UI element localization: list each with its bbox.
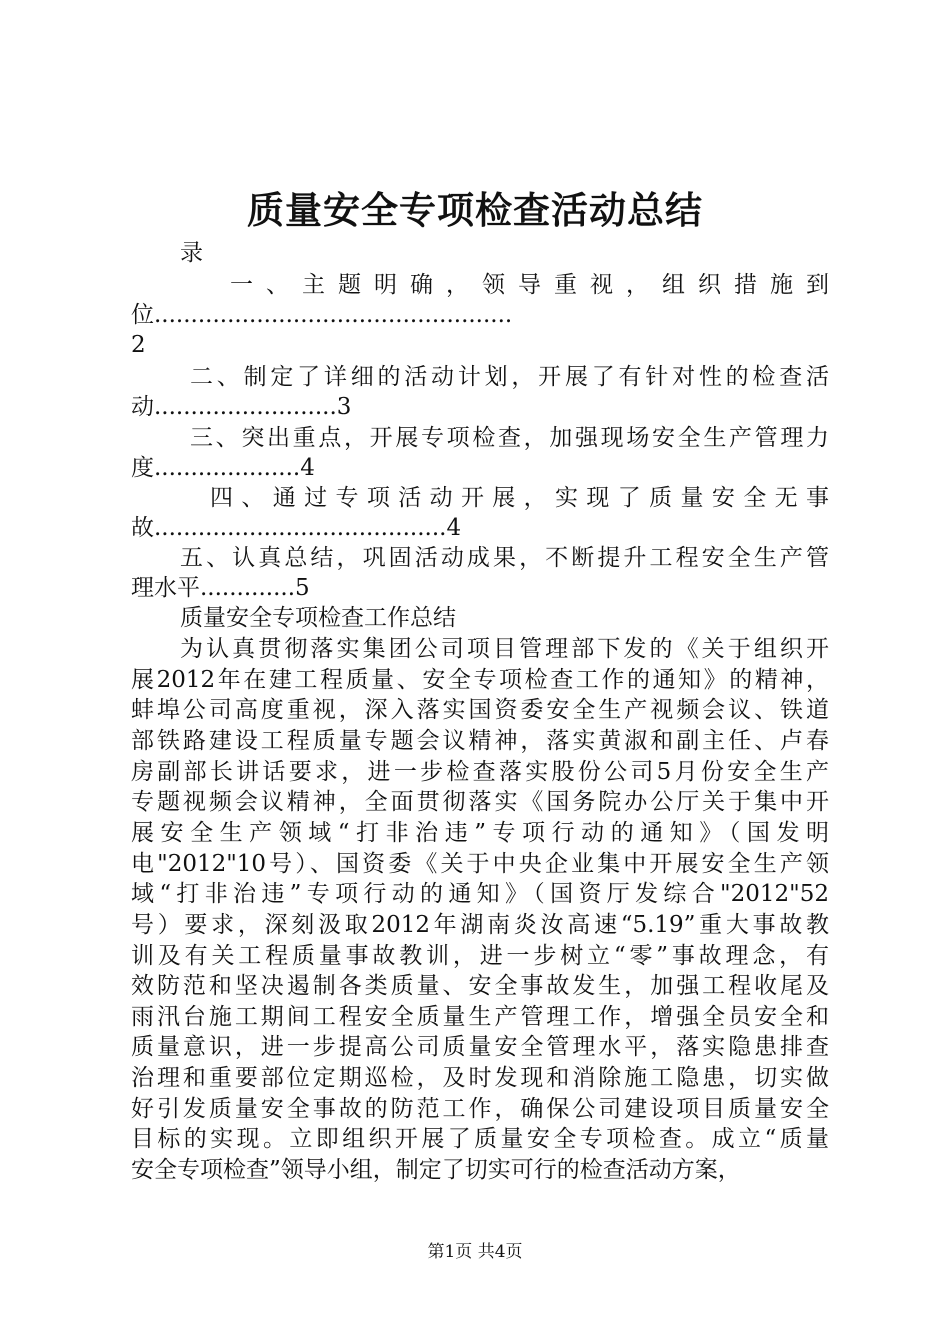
toc-entry-3-line1: 三、突出重点，开展专项检查，加强现场安全生产管理力 bbox=[190, 425, 829, 451]
toc-entry-2-line2: 动.........................3 bbox=[131, 394, 352, 420]
body-line: 效防范和坚决遏制各类质量、安全事故发生，加强工程收尾及 bbox=[131, 973, 829, 999]
body-line: 电"2012"10号）、国资委《关于中央企业集中开展安全生产领 bbox=[131, 851, 829, 877]
body-line: 专题视频会议精神，全面贯彻落实《国务院办公厅关于集中开 bbox=[131, 789, 829, 815]
body-line: 域“打非治违”专项行动的通知》（国资厅发综合"2012"52 bbox=[131, 881, 829, 907]
body-line: 质量意识，进一步提高公司质量安全管理水平，落实隐患排查 bbox=[131, 1034, 829, 1060]
toc-entry-4-line1: 四 、 通 过 专 项 活 动 开 展 ， 实 现 了 质 量 安 全 无 事 bbox=[210, 485, 829, 511]
body-line: 展2012年在建工程质量、安全专项检查工作的通知》的精神， bbox=[131, 667, 829, 693]
toc-heading: 录 bbox=[180, 240, 203, 266]
body-line: 房副部长讲话要求，进一步检查落实股份公司5月份安全生产 bbox=[131, 759, 829, 785]
toc-entry-1-line2: 位................................................. bbox=[131, 302, 513, 328]
toc-entry-1-page: 2 bbox=[131, 332, 146, 358]
body-line: 蚌埠公司高度重视，深入落实国资委安全生产视频会议、铁道 bbox=[131, 697, 829, 723]
body-line: 好引发质量安全事故的防范工作，确保公司建设项目质量安全 bbox=[131, 1096, 829, 1122]
toc-entry-1-line1: 一 、 主 题 明 确 ， 领 导 重 视 ， 组 织 措 施 到 bbox=[230, 272, 829, 298]
toc-entry-2-line1: 二、制定了详细的活动计划，开展了有针对性的检查活 bbox=[190, 364, 829, 390]
body-line: 展安全生产领域“打非治违”专项行动的通知》（国发明 bbox=[131, 820, 829, 846]
body-line: 治理和重要部位定期巡检，及时发现和消除施工隐患，切实做 bbox=[131, 1065, 829, 1091]
body-line: 安全专项检查”领导小组，制定了切实可行的检查活动方案， bbox=[131, 1157, 741, 1183]
document-title: 质量安全专项检查活动总结 bbox=[247, 188, 703, 232]
body-line: 为认真贯彻落实集团公司项目管理部下发的《关于组织开 bbox=[180, 636, 829, 662]
toc-entry-3-line2: 度....................4 bbox=[131, 455, 315, 481]
section-heading: 质量安全专项检查工作总结 bbox=[180, 605, 456, 631]
body-line: 部铁路建设工程质量专题会议精神，落实黄淑和副主任、卢春 bbox=[131, 728, 829, 754]
toc-entry-5-line2: 理水平.............5 bbox=[131, 575, 310, 601]
body-line: 训及有关工程质量事故教训，进一步树立“零”事故理念，有 bbox=[131, 943, 829, 969]
toc-entry-4-line2: 故........................................4 bbox=[131, 515, 462, 541]
body-line: 雨汛台施工期间工程安全质量生产管理工作，增强全员安全和 bbox=[131, 1004, 829, 1030]
toc-entry-5-line1: 五、认真总结，巩固活动成果，不断提升工程安全生产管 bbox=[180, 545, 829, 571]
body-line: 目标的实现。立即组织开展了质量安全专项检查。成立“质量 bbox=[131, 1126, 829, 1152]
page-footer: 第1页 共4页 bbox=[427, 1242, 523, 1262]
body-line: 号）要求，深刻汲取2012年湖南炎汝高速“5.19”重大事故教 bbox=[131, 912, 829, 938]
